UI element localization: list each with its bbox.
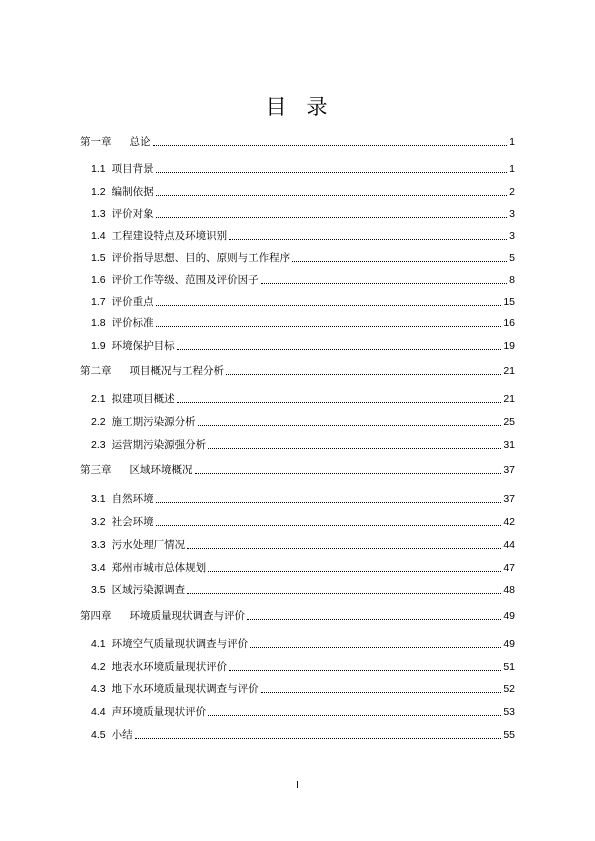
toc-entry-number: 2.1 xyxy=(91,393,106,405)
toc-entry-title: 评价指导思想、目的、原则与工作程序 xyxy=(111,252,291,264)
toc-dot-leader xyxy=(292,261,507,262)
toc-dot-leader xyxy=(261,692,502,693)
toc-section-entry[interactable] xyxy=(91,271,515,287)
toc-entry-number: 3.2 xyxy=(91,516,106,528)
toc-entry-label xyxy=(91,251,290,265)
toc-dot-leader xyxy=(156,217,508,218)
toc-section-entry[interactable] xyxy=(91,559,515,575)
toc-entry-number: 1.9 xyxy=(91,340,106,352)
toc-entry-number: 4.5 xyxy=(91,729,106,741)
toc-entry-title: 评价标准 xyxy=(111,317,154,329)
toc-entry-title: 污水处理厂情况 xyxy=(111,539,186,551)
toc-entry-number: 1.8 xyxy=(91,317,106,329)
toc-dot-leader xyxy=(226,374,501,375)
toc-entry-title: 地表水环境质量现状评价 xyxy=(111,661,228,673)
toc-section-entry[interactable] xyxy=(91,390,515,406)
toc-chapter-entry[interactable] xyxy=(80,461,515,477)
toc-page-number: 3 xyxy=(509,230,515,242)
toc-page-number: 8 xyxy=(509,274,515,286)
toc-entry-label xyxy=(91,492,154,506)
toc-entry-number: 2.3 xyxy=(91,439,106,451)
toc-dot-leader xyxy=(250,647,501,648)
toc-entry-title: 小结 xyxy=(111,729,133,741)
toc-section-entry[interactable] xyxy=(91,726,515,742)
toc-entry-label xyxy=(80,364,224,378)
toc-entry-number: 1.5 xyxy=(91,252,106,264)
toc-page-number: 5 xyxy=(509,252,515,264)
toc-page-number: 37 xyxy=(503,493,515,505)
toc-page-number: 21 xyxy=(503,393,515,405)
toc-dot-leader xyxy=(156,326,502,327)
toc-page-number: 49 xyxy=(503,610,515,622)
toc-entry-label xyxy=(91,185,154,199)
toc-section-entry[interactable] xyxy=(91,293,515,309)
toc-entry-label xyxy=(80,609,245,623)
toc-page-number: 21 xyxy=(503,365,515,377)
toc-page-number: 25 xyxy=(503,416,515,428)
toc-entry-number: 1.7 xyxy=(91,296,106,308)
toc-dot-leader xyxy=(187,548,501,549)
toc-page-number: 3 xyxy=(509,208,515,220)
toc-entry-label xyxy=(91,392,175,406)
toc-entry-number: 1.2 xyxy=(91,186,106,198)
toc-dot-leader xyxy=(187,593,501,594)
toc-section-entry[interactable] xyxy=(91,183,515,199)
toc-entry-title: 社会环境 xyxy=(111,516,154,528)
toc-entry-title: 郑州市城市总体规划 xyxy=(111,562,207,574)
toc-dot-leader xyxy=(229,670,501,671)
toc-entry-number: 3.3 xyxy=(91,539,106,551)
toc-page-number: 44 xyxy=(503,539,515,551)
toc-page-number: 49 xyxy=(503,638,515,650)
toc-dot-leader xyxy=(195,473,502,474)
toc-entry-title: 编制依据 xyxy=(111,186,154,198)
toc-entry-label xyxy=(91,583,185,597)
toc-page-number: 1 xyxy=(509,136,515,148)
toc-entry-label xyxy=(91,207,154,221)
toc-section-entry[interactable] xyxy=(91,581,515,597)
toc-section-entry[interactable] xyxy=(91,205,515,221)
toc-entry-label xyxy=(91,273,259,287)
toc-entry-label xyxy=(91,682,259,696)
toc-chapter-entry[interactable] xyxy=(80,607,515,623)
toc-dot-leader xyxy=(247,619,501,620)
toc-entry-label xyxy=(91,162,154,176)
toc-dot-leader xyxy=(208,571,501,572)
toc-entry-number: 1.1 xyxy=(91,163,106,175)
toc-section-entry[interactable] xyxy=(91,536,515,552)
toc-entry-label xyxy=(91,660,227,674)
page-number: I xyxy=(296,780,299,791)
toc-dot-leader xyxy=(156,502,502,503)
toc-entry-number: 第三章 xyxy=(80,464,112,476)
toc-entry-label xyxy=(91,705,206,719)
toc-dot-leader xyxy=(135,738,502,739)
toc-section-entry[interactable] xyxy=(91,490,515,506)
toc-entry-label xyxy=(91,295,154,309)
toc-page-number: 55 xyxy=(503,729,515,741)
toc-entry-title: 施工期污染源分析 xyxy=(111,416,196,428)
toc-entry-title: 总论 xyxy=(129,136,151,148)
toc-entry-title: 环境空气质量现状调查与评价 xyxy=(111,638,249,650)
toc-entry-label xyxy=(91,728,133,742)
toc-page-number: 37 xyxy=(503,464,515,476)
toc-entry-title: 环境保护目标 xyxy=(111,340,175,352)
toc-entry-title: 拟建项目概述 xyxy=(111,393,175,405)
toc-section-entry[interactable] xyxy=(91,227,515,243)
toc-entry-number: 第四章 xyxy=(80,610,112,622)
toc-page-number: 42 xyxy=(503,516,515,528)
toc-entry-title: 环境质量现状调查与评价 xyxy=(129,610,245,622)
toc-dot-leader xyxy=(177,349,502,350)
toc-page-number: 16 xyxy=(503,317,515,329)
toc-entry-number: 3.4 xyxy=(91,562,106,574)
toc-dot-leader xyxy=(208,448,501,449)
toc-entry-title: 声环境质量现状评价 xyxy=(111,706,207,718)
toc-entry-label xyxy=(91,316,154,330)
toc-section-entry[interactable] xyxy=(91,513,515,529)
toc-page-number: 1 xyxy=(509,163,515,175)
toc-chapter-entry[interactable] xyxy=(80,362,515,378)
toc-entry-label xyxy=(80,135,151,149)
toc-entry-number: 1.4 xyxy=(91,230,106,242)
toc-dot-leader xyxy=(198,425,502,426)
toc-entry-label xyxy=(91,538,185,552)
toc-entry-number: 4.2 xyxy=(91,661,106,673)
toc-section-entry[interactable] xyxy=(91,337,515,353)
toc-entry-number: 4.4 xyxy=(91,706,106,718)
toc-entry-number: 1.3 xyxy=(91,208,106,220)
toc-entry-number: 3.5 xyxy=(91,584,106,596)
toc-entry-title: 运营期污染源强分析 xyxy=(111,439,207,451)
toc-entry-title: 自然环境 xyxy=(111,493,154,505)
toc-entry-title: 评价重点 xyxy=(111,296,154,308)
toc-section-entry[interactable] xyxy=(91,635,515,651)
toc-entry-label xyxy=(91,438,206,452)
toc-section-entry[interactable] xyxy=(91,703,515,719)
title-char-2: 录 xyxy=(306,95,330,119)
toc-entry-title: 项目背景 xyxy=(111,163,154,175)
toc-section-entry[interactable] xyxy=(91,314,515,330)
toc-entry-title: 项目概况与工程分析 xyxy=(129,365,224,377)
toc-entry-title: 区域环境概况 xyxy=(129,464,193,476)
toc-dot-leader xyxy=(156,172,508,173)
toc-section-entry[interactable] xyxy=(91,413,515,429)
toc-section-entry[interactable] xyxy=(91,680,515,696)
title-char-1: 目 xyxy=(265,95,289,119)
toc-dot-leader xyxy=(208,715,501,716)
toc-section-entry[interactable] xyxy=(91,249,515,265)
toc-entry-number: 第二章 xyxy=(80,365,112,377)
toc-dot-leader xyxy=(153,145,508,146)
toc-entry-title: 区域污染源调查 xyxy=(111,584,186,596)
toc-page-number: 31 xyxy=(503,439,515,451)
toc-chapter-entry[interactable] xyxy=(80,133,515,149)
toc-dot-leader xyxy=(261,283,508,284)
toc-entry-title: 评价工作等级、范围及评价因子 xyxy=(111,274,259,286)
toc-page-number: 2 xyxy=(509,186,515,198)
page-title xyxy=(0,94,595,120)
toc-entry-title: 工程建设特点及环境识别 xyxy=(111,230,228,242)
toc-dot-leader xyxy=(156,305,502,306)
toc-entry-number: 第一章 xyxy=(80,136,112,148)
toc-page-number: 53 xyxy=(503,706,515,718)
toc-entry-number: 2.2 xyxy=(91,416,106,428)
toc-page-number: 52 xyxy=(503,683,515,695)
toc-dot-leader xyxy=(177,402,502,403)
toc-page-number: 48 xyxy=(503,584,515,596)
toc-entry-label xyxy=(91,637,248,651)
toc-section-entry[interactable] xyxy=(91,160,515,176)
toc-entry-title: 地下水环境质量现状调查与评价 xyxy=(111,683,259,695)
toc-entry-label xyxy=(91,229,227,243)
toc-section-entry[interactable] xyxy=(91,658,515,674)
toc-dot-leader xyxy=(156,195,508,196)
toc-page-number: 51 xyxy=(503,661,515,673)
toc-page-number: 19 xyxy=(503,340,515,352)
toc-entry-label xyxy=(80,463,193,477)
toc-entry-label xyxy=(91,339,175,353)
toc-entry-label xyxy=(91,515,154,529)
toc-dot-leader xyxy=(156,525,502,526)
toc-entry-title: 评价对象 xyxy=(111,208,154,220)
toc-entry-number: 4.3 xyxy=(91,683,106,695)
toc-page-number: 15 xyxy=(503,296,515,308)
toc-entry-number: 4.1 xyxy=(91,638,106,650)
toc-entry-number: 1.6 xyxy=(91,274,106,286)
toc-section-entry[interactable] xyxy=(91,436,515,452)
toc-dot-leader xyxy=(229,239,507,240)
toc-page-number: 47 xyxy=(503,562,515,574)
toc-entry-label xyxy=(91,561,206,575)
toc-entry-label xyxy=(91,415,196,429)
toc-entry-number: 3.1 xyxy=(91,493,106,505)
